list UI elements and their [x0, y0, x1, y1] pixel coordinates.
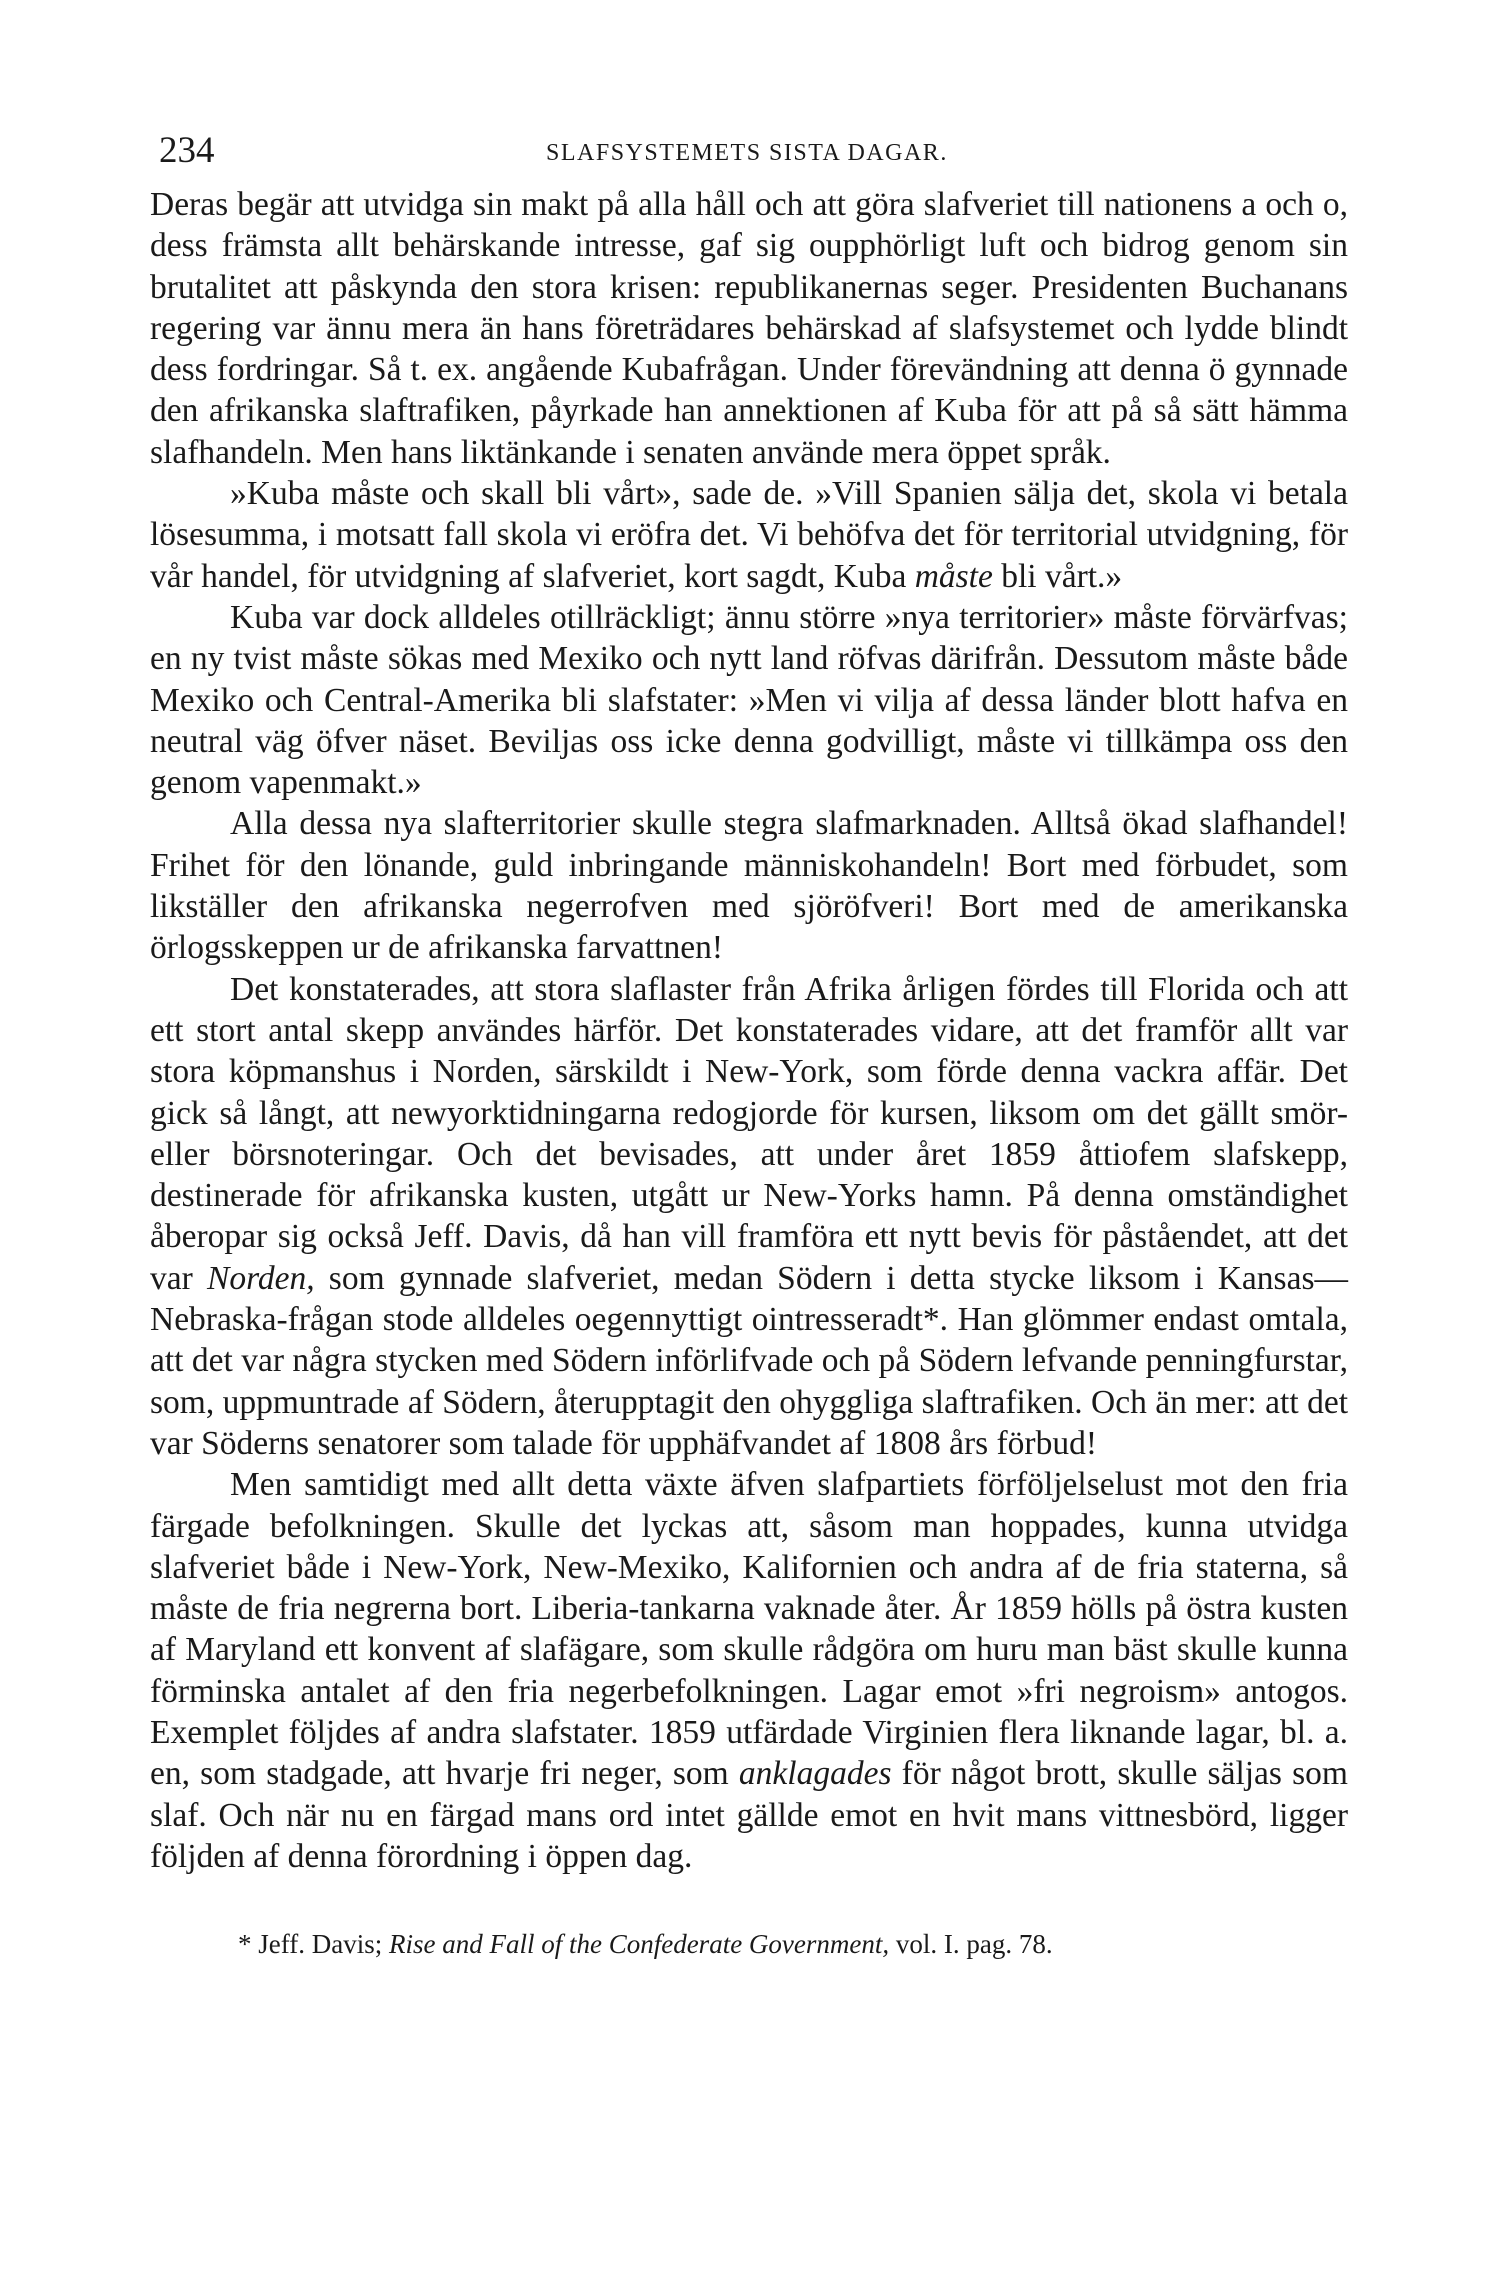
footnote-text-run: Jeff. Davis; — [258, 1929, 389, 1960]
text-run: »Kuba måste och skall bli vårt», sade de. »Vill Spanien sälja det, skola vi betala lösesumma, i motsatt fall skola vi eröfra det. Vi behöfva det för territorial utvidgning, för vår handel, för utvidgning af slafveriet, kort sagdt, Kuba — [150, 475, 1348, 595]
text-run: bli vårt.» — [992, 557, 1123, 595]
italic-text-run: måste — [914, 557, 993, 595]
body-text — [150, 184, 1348, 1877]
page-content — [150, 128, 1348, 1877]
footnote-italic-run: Rise and Fall of the Confederate Government, — [388, 1929, 890, 1960]
text-run: Det konstaterades, att stora slaflaster från Afrika årligen fördes till Florida och att ett stort antal skepp användes härför. Det konstaterades vidare, att det framför allt var stora köpmanshus i Norden, särskildt i New-York, som förde denna vackra affär. Det gick så långt, att newyorktidningarna redogjorde för kursen, liksom om det gällt smör- eller börsnoteringar. Och det bevisades, att under året 1859 åttiofem slafskepp, destinerade för afrikanska kusten, utgått ur New-Yorks hamn. På denna omständighet åberopar sig också Jeff. Davis, då han vill framföra ett nytt bevis för påståendet, att det var — [150, 970, 1348, 1297]
paragraph — [150, 1464, 1348, 1877]
paragraph — [150, 597, 1348, 803]
text-run: Men samtidigt med allt detta växte äfven slafpartiets förföljelselust mot den fria färgade befolkningen. Skulle det lyckas att, såsom man hoppades, kunna utvidga slafveriet både i New-York, New-Mexiko, Kalifornien och andra af de fria staterna, så måste de fria negrerna bort. Liberia-tankarna vaknade åter. År 1859 hölls på östra kusten af Maryland ett konvent af slafägare, som skulle rådgöra om huru man bäst skulle kunna förminska antalet af den fria negerbefolkningen. Lagar emot »fri negroism» antogos. Exemplet följdes af andra slafstater. 1859 utfärdade Virginien flera liknande lagar, bl. a. en, som stadgade, att hvarje fri neger, som — [150, 1466, 1348, 1793]
paragraph — [150, 969, 1348, 1465]
text-run: Alla dessa nya slafterritorier skulle stegra slafmarknaden. Alltså ökad slafhandel! Frihet för den lönande, guld inbringande människohandeln! Bort med förbudet, som likställer den afrikanska negerrofven med sjöröfveri! Bort med de amerikanska örlogsskeppen ur de afrikanska farvattnen! — [150, 805, 1348, 967]
running-head — [150, 128, 1348, 174]
text-run: Kuba var dock alldeles otillräckligt; ännu större »nya territorier» måste förvärfvas; en ny tvist måste sökas med Mexiko och nytt land röfvas därifrån. Dessutom måste både Mexiko och Central-Amerika bli slafstater: »Men vi vilja af dessa länder blott hafva en neutral väg öfver näset. Beviljas oss icke denna godvilligt, måste vi tillkämpa oss den genom vapenmakt.» — [150, 598, 1348, 802]
footnote — [238, 1927, 1053, 1961]
paragraph — [150, 184, 1348, 473]
italic-text-run: Norden, — [206, 1259, 315, 1297]
page-number: 234 — [159, 130, 215, 171]
paragraph — [150, 803, 1348, 968]
running-title: SLAFSYSTEMETS SISTA DAGAR. — [546, 140, 948, 166]
italic-text-run: anklagades — [738, 1755, 892, 1793]
text-run: som gynnade slafveriet, medan Södern i detta stycke liksom i Kansas—Nebraska-frågan stode alldeles oegennyttigt ointresseradt*. Han glömmer endast omtala, att det var några stycken med Södern införlifvade och på Södern lefvande penningfurstar, som, uppmuntrade af Södern, återupptagit den ohyggliga slaftrafiken. Och än mer: att det var Söderns senatorer som talade för upphäfvandet af 1808 års förbud! — [150, 1259, 1348, 1462]
footnote-marker: * — [238, 1929, 259, 1960]
paragraph — [150, 473, 1348, 597]
text-run: för något brott, skulle säljas som slaf. Och när nu en färgad mans ord intet gällde emot en hvit mans vittnesbörd, ligger följden af denna förordning i öppen dag. — [150, 1755, 1348, 1875]
footnote-text-run: vol. I. pag. 78. — [889, 1929, 1053, 1960]
text-run: Deras begär att utvidga sin makt på alla håll och att göra slafveriet till nationens a och o, dess främsta allt behärskande intresse, gaf sig oupphörligt luft och bidrog genom sin brutalitet att påskynda den stora krisen: republikanernas seger. Presidenten Buchanans regering var ännu mera än hans företrädares behärskad af slafsystemet och lydde blindt dess fordringar. Så t. ex. angående Kubafrågan. Under förevändning att denna ö gynnade den afrikanska slaftrafiken, påyrkade han annektionen af Kuba för att på så sätt hämma slafhandeln. Men hans liktänkande i senaten använde mera öppet språk. — [150, 186, 1348, 471]
